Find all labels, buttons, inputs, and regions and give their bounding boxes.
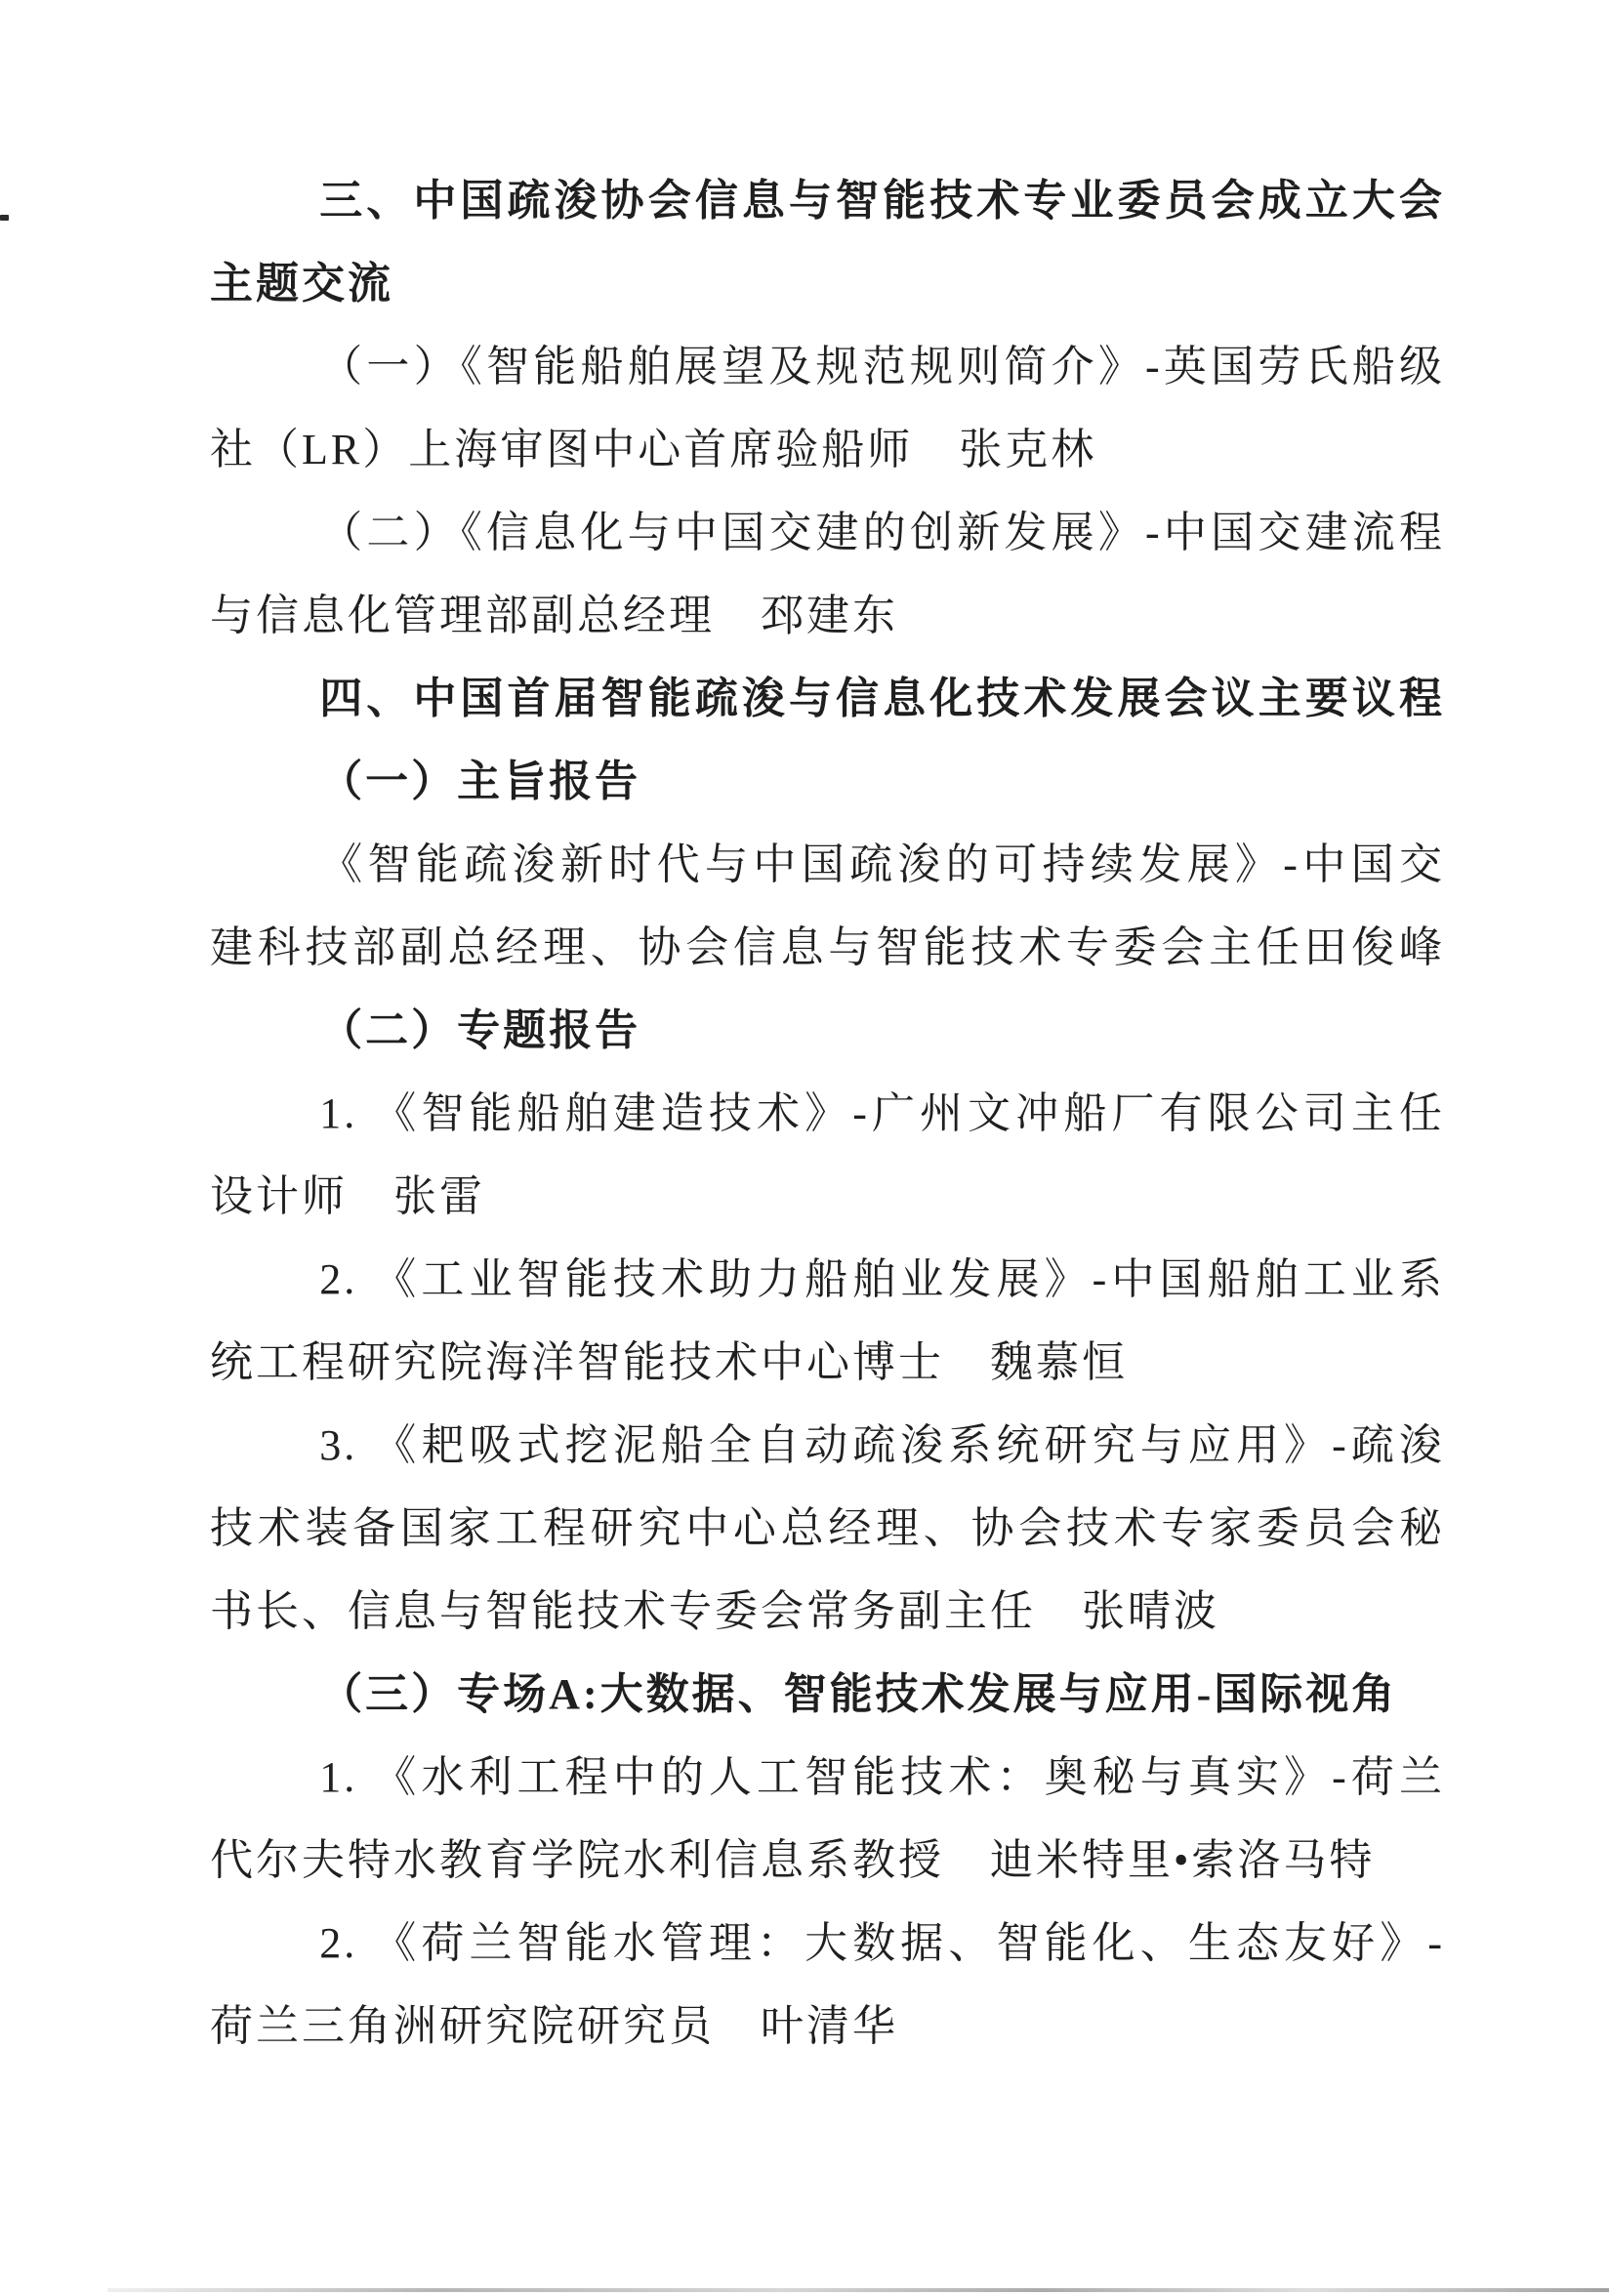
document-line: 社（LR）上海审图中心首席验船师 张克林 <box>210 426 1097 473</box>
document-line: 荷兰三角洲研究院研究员 叶清华 <box>210 2002 898 2050</box>
document-line: 设计师 张雷 <box>210 1172 485 1220</box>
document-line: 书长、信息与智能技术专委会常务副主任 张晴波 <box>210 1587 1219 1635</box>
document-line: 技术装备国家工程研究中心总经理、协会技术专家委员会秘 <box>210 1504 1445 1552</box>
document-line: 四、中国首届智能疏浚与信息化技术发展会议主要议程 <box>319 675 1445 722</box>
document-line: （二）《信息化与中国交建的创新发展》-中国交建流程 <box>319 509 1445 556</box>
scan-left-edge-mark <box>0 215 9 221</box>
document-line: 代尔夫特水教育学院水利信息系教授 迪米特里•索洛马特 <box>210 1836 1376 1884</box>
document-line: 3. 《耙吸式挖泥船全自动疏浚系统研究与应用》-疏浚 <box>319 1421 1445 1469</box>
document-line: 主题交流 <box>210 260 393 308</box>
document-line: 2. 《荷兰智能水管理：大数据、智能化、生态友好》- <box>319 1919 1445 1967</box>
document-line: 《智能疏浚新时代与中国疏浚的可持续发展》-中国交 <box>319 840 1445 888</box>
document-line: （一）主旨报告 <box>319 758 641 805</box>
document-body <box>210 159 1445 2068</box>
document-line: 2. 《工业智能技术助力船舶业发展》-中国船舶工业系 <box>319 1255 1445 1303</box>
document-line: 1. 《水利工程中的人工智能技术：奥秘与真实》-荷兰 <box>319 1753 1445 1801</box>
document-line: 建科技部副总经理、协会信息与智能技术专委会主任田俊峰 <box>210 923 1445 971</box>
document-line: 与信息化管理部副总经理 邳建东 <box>210 592 898 639</box>
document-line: （三）专场A:大数据、智能技术发展与应用-国际视角 <box>319 1670 1398 1718</box>
scan-bottom-streak <box>107 2288 1609 2292</box>
document-line: 1. 《智能船舶建造技术》-广州文冲船厂有限公司主任 <box>319 1089 1445 1137</box>
document-line: 三、中国疏浚协会信息与智能技术专业委员会成立大会 <box>319 177 1445 225</box>
document-line: （一）《智能船舶展望及规范规则简介》-英国劳氏船级 <box>319 343 1445 390</box>
document-line: （二）专题报告 <box>319 1006 641 1054</box>
document-line: 统工程研究院海洋智能技术中心博士 魏慕恒 <box>210 1338 1128 1386</box>
